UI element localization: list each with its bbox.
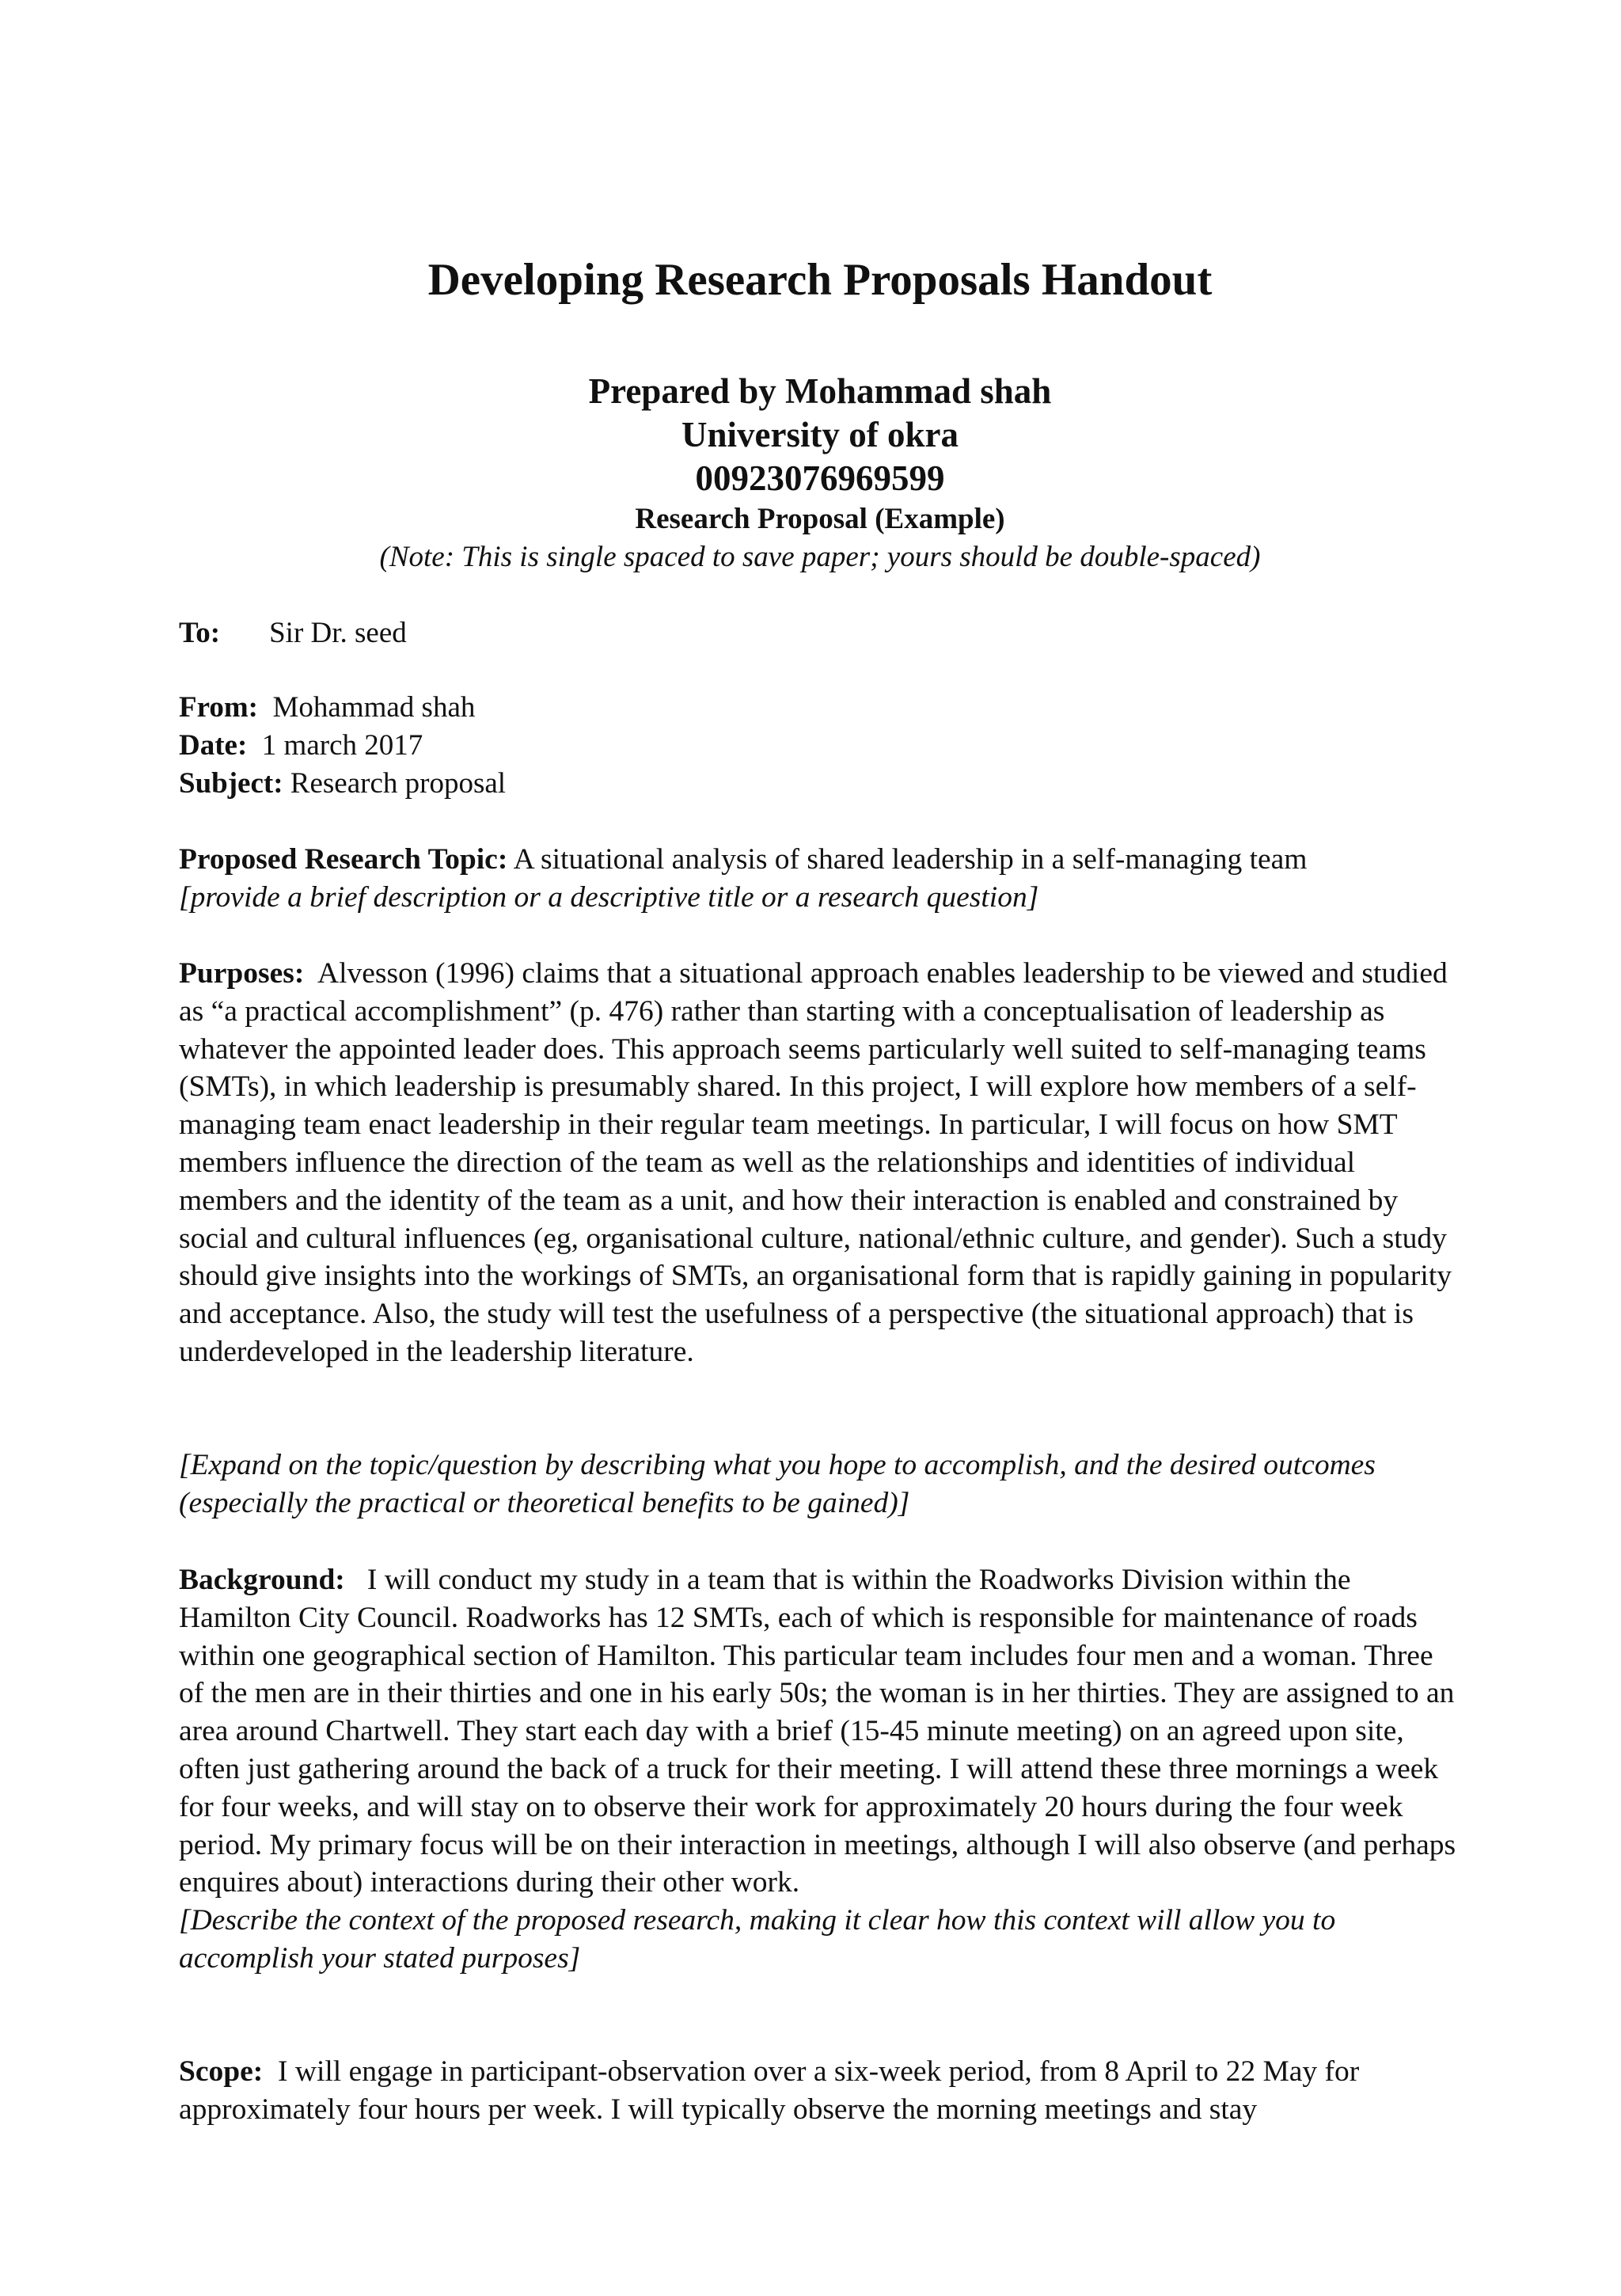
phone-number: 00923076969599 [695, 458, 945, 498]
prepared-by: Prepared by Mohammad shah [588, 371, 1052, 411]
memo-from [179, 689, 475, 727]
scope-label: Scope: [179, 2055, 264, 2088]
date-label: Date: [179, 729, 248, 762]
background-section [179, 1561, 1461, 1978]
purposes-label: Purposes: [179, 957, 305, 990]
memo-subject [179, 765, 506, 803]
proposal-subtitle: Research Proposal (Example) [635, 503, 1005, 535]
to-label: To: [179, 617, 221, 649]
date-value: 1 march 2017 [261, 729, 423, 762]
topic-text: A situational analysis of shared leadership in a self-managing team [513, 843, 1308, 876]
from-value: Mohammad shah [272, 691, 476, 724]
topic-section [179, 841, 1461, 917]
scope-text: I will engage in participant-observation over a six-week period, from 8 April to 22 May for approximately four hours per week. I will typically observe the morning meetings and stay [179, 2055, 1360, 2126]
subject-label: Subject: [179, 767, 283, 800]
background-instruction: [Describe the context of the proposed research, making it clear how this context will allow you to accomplish your stated purposes] [179, 1904, 1336, 1975]
memo-date [179, 727, 423, 765]
purposes-instruction: [Expand on the topic/question by describing what you hope to accomplish, and the desired outcomes (especially the practical or theoretical benefits to be gained)] [179, 1449, 1376, 1519]
document-title: Developing Research Proposals Handout [427, 255, 1213, 305]
topic-instruction: [provide a brief description or a descriptive title or a research question] [179, 880, 1039, 914]
from-label: From: [179, 691, 258, 724]
purposes-section [179, 955, 1461, 1371]
subject-value: Research proposal [290, 767, 507, 800]
university-name: University of okra [681, 415, 959, 454]
to-value: Sir Dr. seed [269, 617, 407, 649]
scope-section [179, 2053, 1461, 2129]
memo-to [179, 614, 407, 652]
spacing-note: (Note: This is single spaced to save paper; yours should be double-spaced) [379, 541, 1261, 573]
background-text: I will conduct my study in a team that is within the Roadworks Division within the Hamilton City Council. Roadworks has 12 SMTs, each of which is responsible for maintenance of roads within one geographical section of Hamilton. This particular team includes four men and a woman. Three of the men are in their thirties and one in his early 50s; the woman is in her thirties. They are assigned to an area around Chartwell. They start each day with a brief (15-45 minute meeting) on an agreed upon site, often just gathering around the back of a truck for their meeting. I will attend these three mornings a week for four weeks, and will stay on to observe their work for approximately 20 hours during the four week period. My primary focus will be on their interaction in meetings, although I will also observe (and perhaps enquires about) interactions during their other work. [179, 1564, 1456, 1899]
purposes-text: Alvesson (1996) claims that a situational approach enables leadership to be viewed and studied as “a practical accomplishment” (p. 476) rather than starting with a conceptualisation of leadership as whatever the appointed leader does. This approach seems particularly well suited to self-managing teams (SMTs), in which leadership is presumably shared. In this project, I will explore how members of a self-managing team enact leadership in their regular team meetings. In particular, I will focus on how SMT members influence the direction of the team as well as the relationships and identities of individual members and the identity of the team as a unit, and how their interaction is enabled and constrained by social and cultural influences (eg, organisational culture, national/ethnic culture, and gender). Such a study should give insights into the workings of SMTs, an organisational form that is rapidly gaining in popularity and acceptance. Also, the study will test the usefulness of a perspective (the situational approach) that is underdeveloped in the leadership literature. [179, 957, 1452, 1368]
background-label: Background: [179, 1564, 345, 1596]
topic-label: Proposed Research Topic: [179, 843, 508, 876]
